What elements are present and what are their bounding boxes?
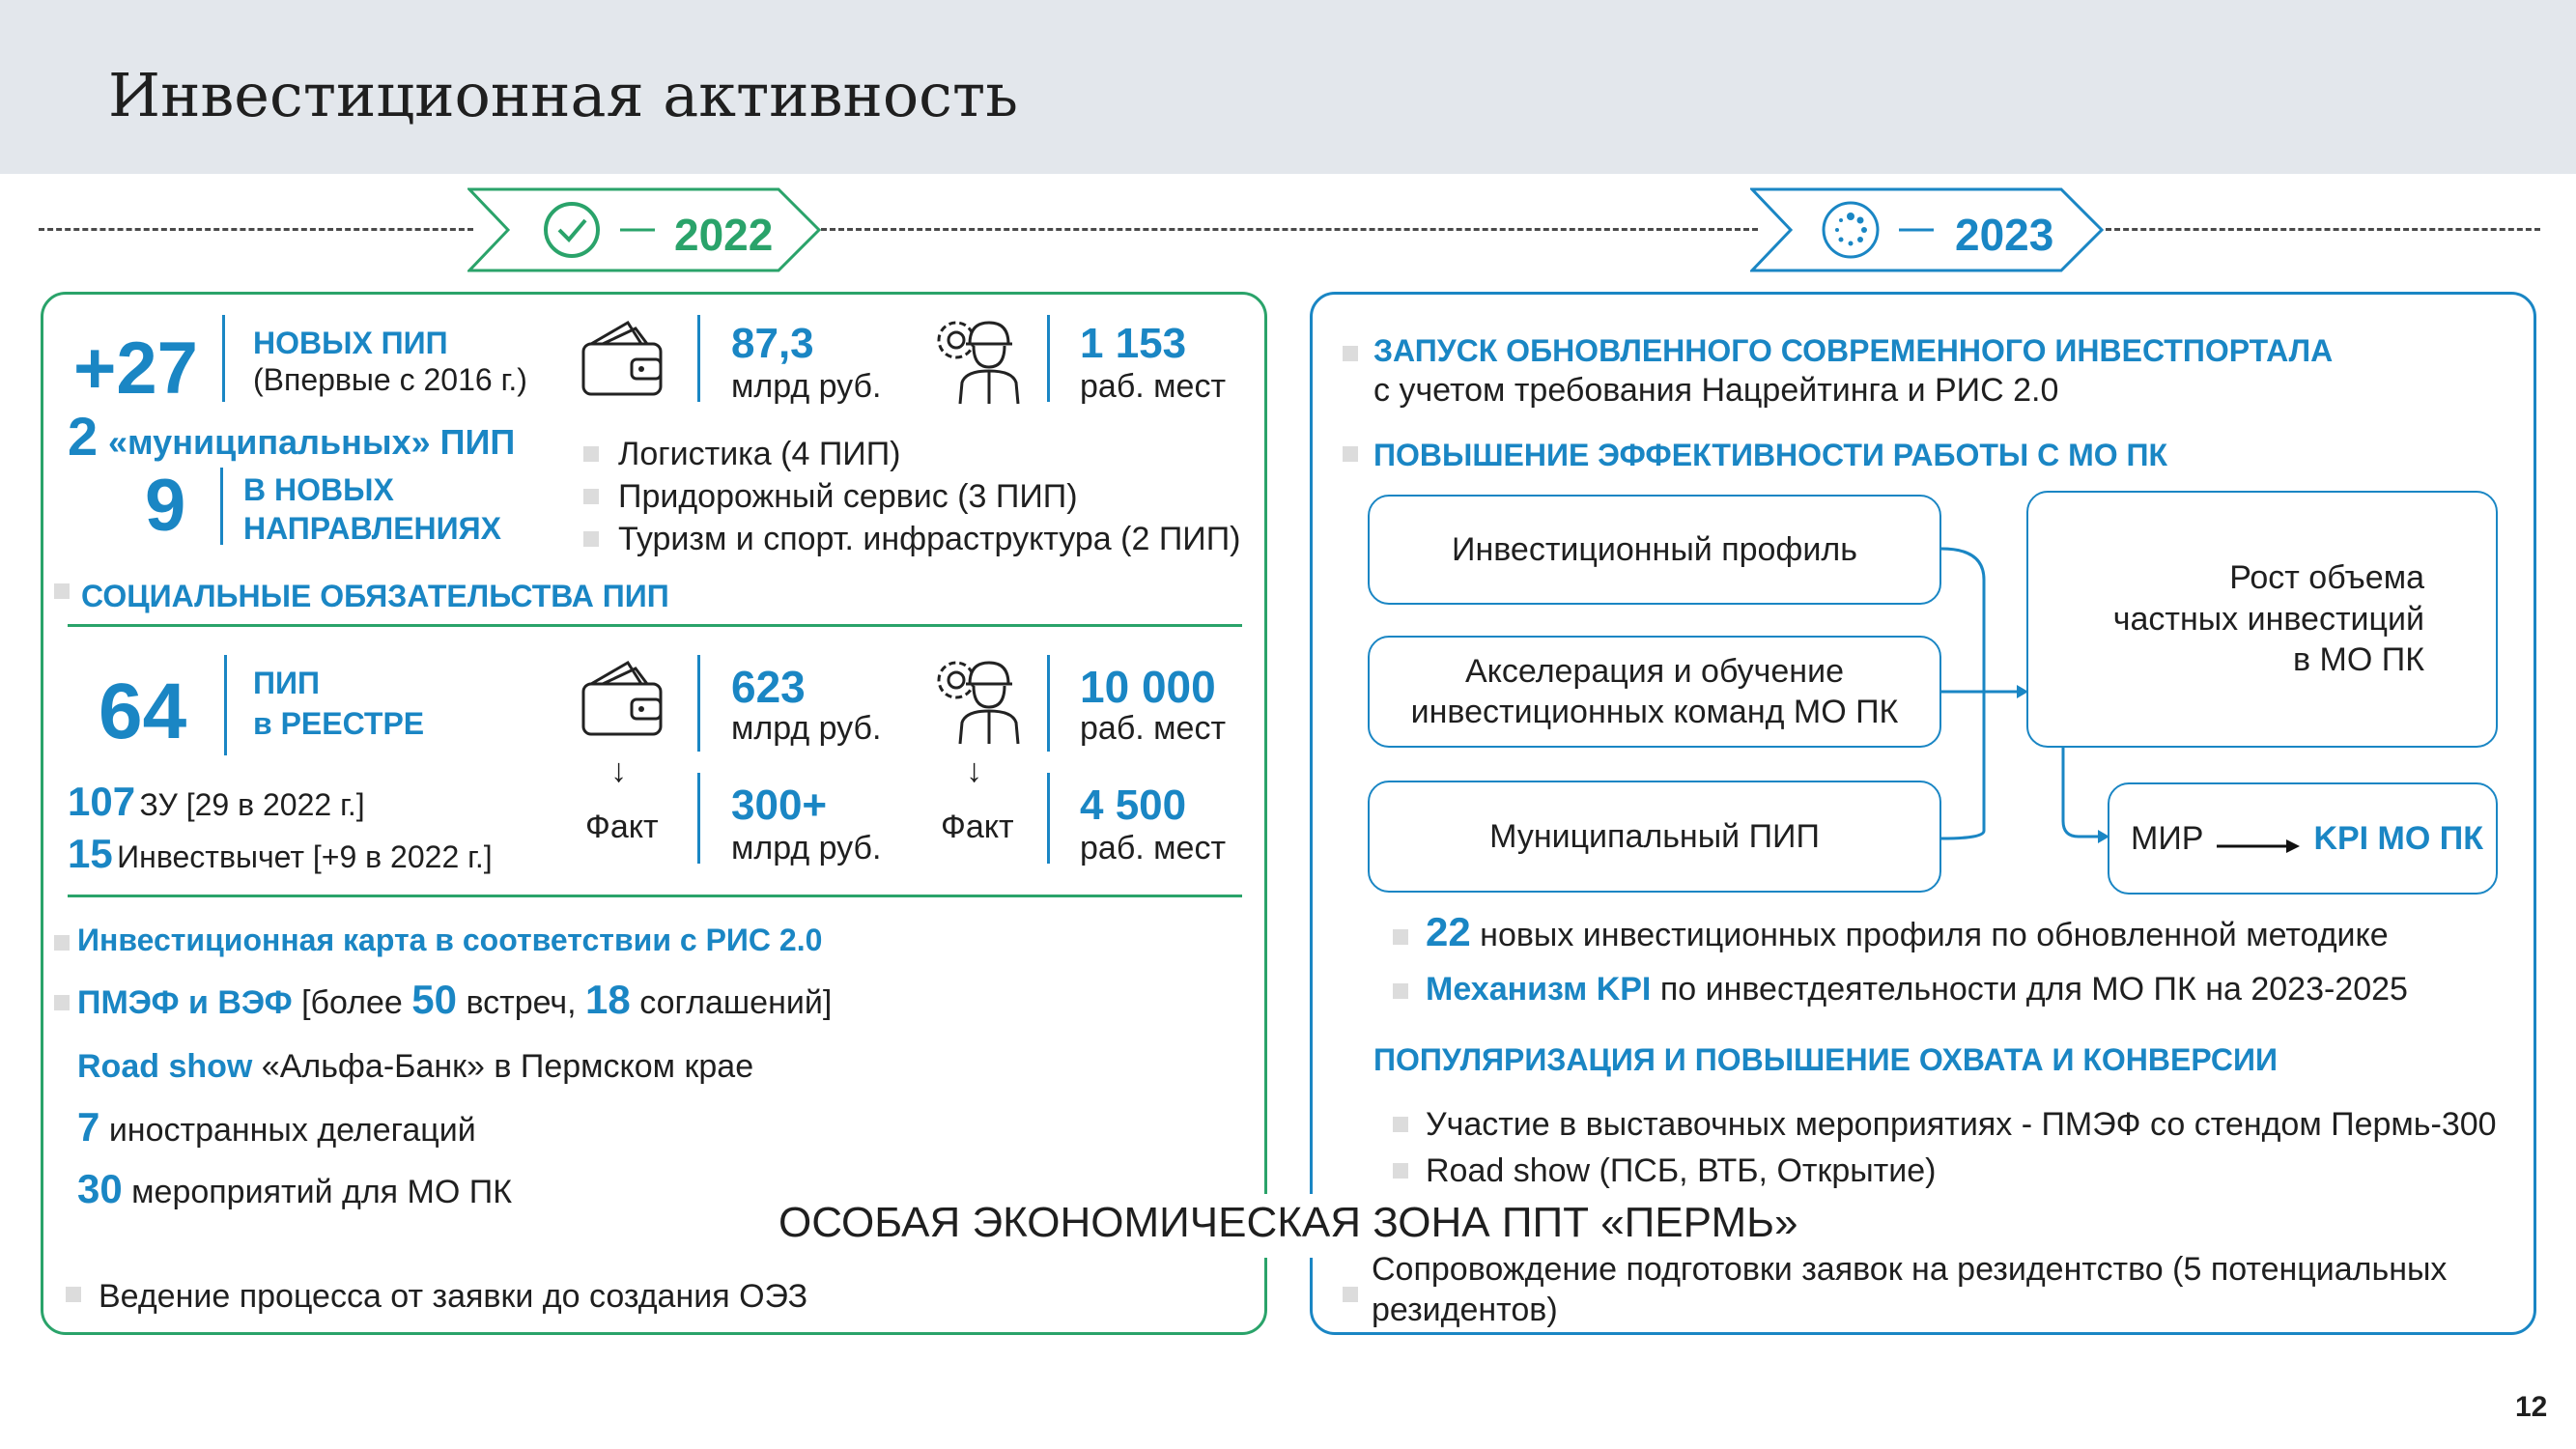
profiles-text: новых инвестиционных профиля по обновленной методике — [1480, 917, 2389, 953]
jobs-value-2: 10 000 — [1080, 662, 1216, 712]
registry-value: 64 — [99, 668, 187, 755]
page-number: 12 — [2515, 1391, 2548, 1423]
timeline-marker-2023 — [1750, 187, 2108, 272]
flow-connector-down — [2052, 748, 2113, 844]
divider — [697, 655, 700, 752]
popular-heading: ПОПУЛЯРИЗАЦИЯ И ПОВЫШЕНИЕ ОХВАТА И КОНВЕРСИИ — [1373, 1042, 2278, 1077]
flow-box-result-line3: в МО ПК — [2293, 641, 2424, 679]
invest-unit-2: млрд руб. — [731, 710, 882, 747]
bullet — [583, 489, 599, 504]
section-divider — [68, 624, 1242, 627]
check-icon — [541, 203, 603, 265]
flow-box-result-line2: частных инвестиций — [2112, 600, 2424, 638]
divider — [222, 315, 225, 402]
invest-value-1: 87,3 — [731, 320, 814, 367]
flow-box-municipal-label: Муниципальный ПИП — [1489, 817, 1820, 855]
forums-prefix: ПМЭФ и ВЭФ — [77, 984, 293, 1021]
divider — [697, 315, 700, 402]
divider — [1047, 773, 1050, 864]
popular-item: Road show (ПСБ, ВТБ, Открытие) — [1426, 1152, 1937, 1189]
zu-row — [68, 779, 365, 825]
worker-gear-icon — [931, 651, 1028, 746]
invest-chat-text: Инвествычет [+9 в 2022 г.] — [117, 839, 493, 874]
flow-box-profile-label: Инвестиционный профиль — [1452, 530, 1857, 568]
fact-label: Факт — [941, 809, 1014, 845]
flow-box-acceleration-line1: Акселерация и обучение — [1465, 652, 1844, 690]
new-dirs-value: 9 — [145, 465, 186, 547]
kpi-mech-prefix: Механизм KPI — [1426, 971, 1652, 1008]
jobs-value-1: 1 153 — [1080, 320, 1187, 367]
flow-box-acceleration — [1368, 636, 1941, 748]
events-row — [77, 1165, 512, 1213]
flow-box-result-line1: Рост объема — [2229, 559, 2424, 597]
bullet — [1393, 929, 1408, 945]
invest-chat-row — [68, 831, 493, 877]
timeline-dash-right — [2106, 228, 2540, 231]
kpi-mech-text: по инвестдеятельности для МО ПК на 2023-2025 — [1659, 971, 2408, 1008]
jobs-unit-1: раб. мест — [1080, 368, 1227, 405]
bullet — [54, 583, 70, 599]
portal-heading: ЗАПУСК ОБНОВЛЕННОГО СОВРЕМЕННОГО ИНВЕСТПОРТАЛА — [1373, 333, 2334, 368]
delegations-text: иностранных делегаций — [108, 1112, 476, 1149]
new-dirs-line1: В НОВЫХ — [243, 472, 394, 507]
flow-box-municipal — [1368, 781, 1941, 893]
new-pip-label: НОВЫХ ПИП — [253, 326, 448, 360]
bullet — [66, 1287, 81, 1302]
bullet — [54, 935, 70, 951]
fact-arrow: ↓ — [966, 753, 982, 789]
bullet — [54, 995, 70, 1010]
flow-box-profile — [1368, 495, 1941, 605]
roadshow-row — [77, 1047, 753, 1087]
new-pip-sub: (Впервые с 2016 г.) — [253, 362, 527, 397]
loading-icon — [1824, 203, 1882, 261]
flow-box-acceleration-line2: инвестиционных команд МО ПК — [1410, 694, 1899, 730]
forums-agreements: 18 — [585, 977, 631, 1022]
bullet — [1343, 346, 1358, 361]
wallet-icon — [578, 655, 666, 744]
oez-process: Ведение процесса от заявки до создания ОЭЗ — [99, 1278, 808, 1315]
divider — [224, 655, 227, 755]
invest-value-2: 623 — [731, 662, 806, 712]
invest-unit-1: млрд руб. — [731, 368, 882, 405]
direction-item: Придорожный сервис (3 ПИП) — [618, 478, 1078, 515]
divider — [1047, 315, 1050, 402]
events-text: мероприятий для МО ПК — [131, 1174, 512, 1210]
forums-row — [77, 976, 832, 1024]
popular-item: Участие в выставочных мероприятиях - ПМЭФ со стендом Пермь-300 — [1426, 1106, 2497, 1143]
fact-invest-unit: млрд руб. — [731, 830, 882, 867]
zu-text: ЗУ [29 в 2022 г.] — [139, 787, 365, 822]
jobs-unit-2: раб. мест — [1080, 710, 1227, 747]
new-pip-value: +27 — [73, 327, 198, 410]
bullet — [1343, 446, 1358, 462]
page-title: Инвестиционная активность — [108, 60, 1018, 130]
fact-jobs-unit: раб. мест — [1080, 830, 1227, 867]
delegations-value: 7 — [77, 1104, 100, 1150]
profiles-value: 22 — [1426, 909, 1471, 954]
bullet — [1343, 1287, 1358, 1302]
forums-meetings: 50 — [411, 977, 458, 1022]
invest-map: Инвестиционная карта в соответствии с РИС 2.0 — [77, 923, 823, 957]
timeline-dash-middle — [821, 228, 1758, 231]
section-divider — [68, 895, 1242, 897]
timeline-dash-left — [39, 228, 473, 231]
kpi-label: KPI МО ПК — [2313, 819, 2483, 857]
forums-text: встреч, — [466, 984, 577, 1021]
divider — [220, 468, 223, 545]
divider — [1047, 655, 1050, 752]
direction-item: Логистика (4 ПИП) — [618, 436, 901, 472]
bullet — [1393, 983, 1408, 999]
bullet — [583, 531, 599, 547]
social-heading: СОЦИАЛЬНЫЕ ОБЯЗАТЕЛЬСТВА ПИП — [81, 579, 669, 613]
wallet-icon — [578, 315, 666, 404]
bullet — [1393, 1163, 1408, 1179]
arrow-right-icon — [2217, 825, 2300, 844]
fact-arrow: ↓ — [610, 753, 627, 789]
worker-gear-icon — [931, 311, 1028, 406]
bullet — [1393, 1117, 1408, 1132]
year-2022: 2022 — [674, 210, 774, 260]
year-2023: 2023 — [1955, 210, 2054, 260]
forums-text: соглашений] — [639, 984, 833, 1021]
profiles-row — [1426, 908, 2389, 956]
mir-label: МИР — [2131, 819, 2204, 857]
direction-item: Туризм и спорт. инфраструктура (2 ПИП) — [618, 521, 1241, 557]
municipal-count: 2 — [68, 406, 99, 467]
invest-chat-value: 15 — [68, 831, 113, 876]
oez-line2: резидентов) — [1372, 1292, 1558, 1328]
bullet — [583, 446, 599, 462]
roadshow-prefix: Road show — [77, 1048, 253, 1085]
fact-label: Факт — [585, 809, 659, 845]
registry-line1: ПИП — [253, 666, 320, 700]
kpi-mech-row — [1426, 970, 2408, 1009]
new-dirs-line2: НАПРАВЛЕНИЯХ — [243, 511, 501, 546]
divider — [697, 773, 700, 864]
oez-title: ОСОБАЯ ЭКОНОМИЧЕСКАЯ ЗОНА ППТ «ПЕРМЬ» — [778, 1199, 1798, 1246]
zu-value: 107 — [68, 779, 136, 824]
municipal-label: «муниципальных» ПИП — [108, 422, 516, 462]
roadshow-text: «Альфа-Банк» в Пермском крае — [261, 1048, 754, 1085]
portal-sub: с учетом требования Нацрейтинга и РИС 2.0 — [1373, 372, 2059, 409]
efficiency-heading: ПОВЫШЕНИЕ ЭФФЕКТИВНОСТИ РАБОТЫ С МО ПК — [1373, 438, 2168, 472]
delegations-row — [77, 1103, 476, 1151]
flow-box-kpi — [2108, 782, 2498, 895]
registry-line2: в РЕЕСТРЕ — [253, 706, 425, 741]
events-value: 30 — [77, 1166, 123, 1211]
fact-jobs-value: 4 500 — [1080, 781, 1187, 829]
forums-text: [более — [301, 984, 403, 1021]
fact-invest-value: 300+ — [731, 781, 828, 829]
oez-line1: Сопровождение подготовки заявок на резидентство (5 потенциальных — [1372, 1251, 2448, 1288]
